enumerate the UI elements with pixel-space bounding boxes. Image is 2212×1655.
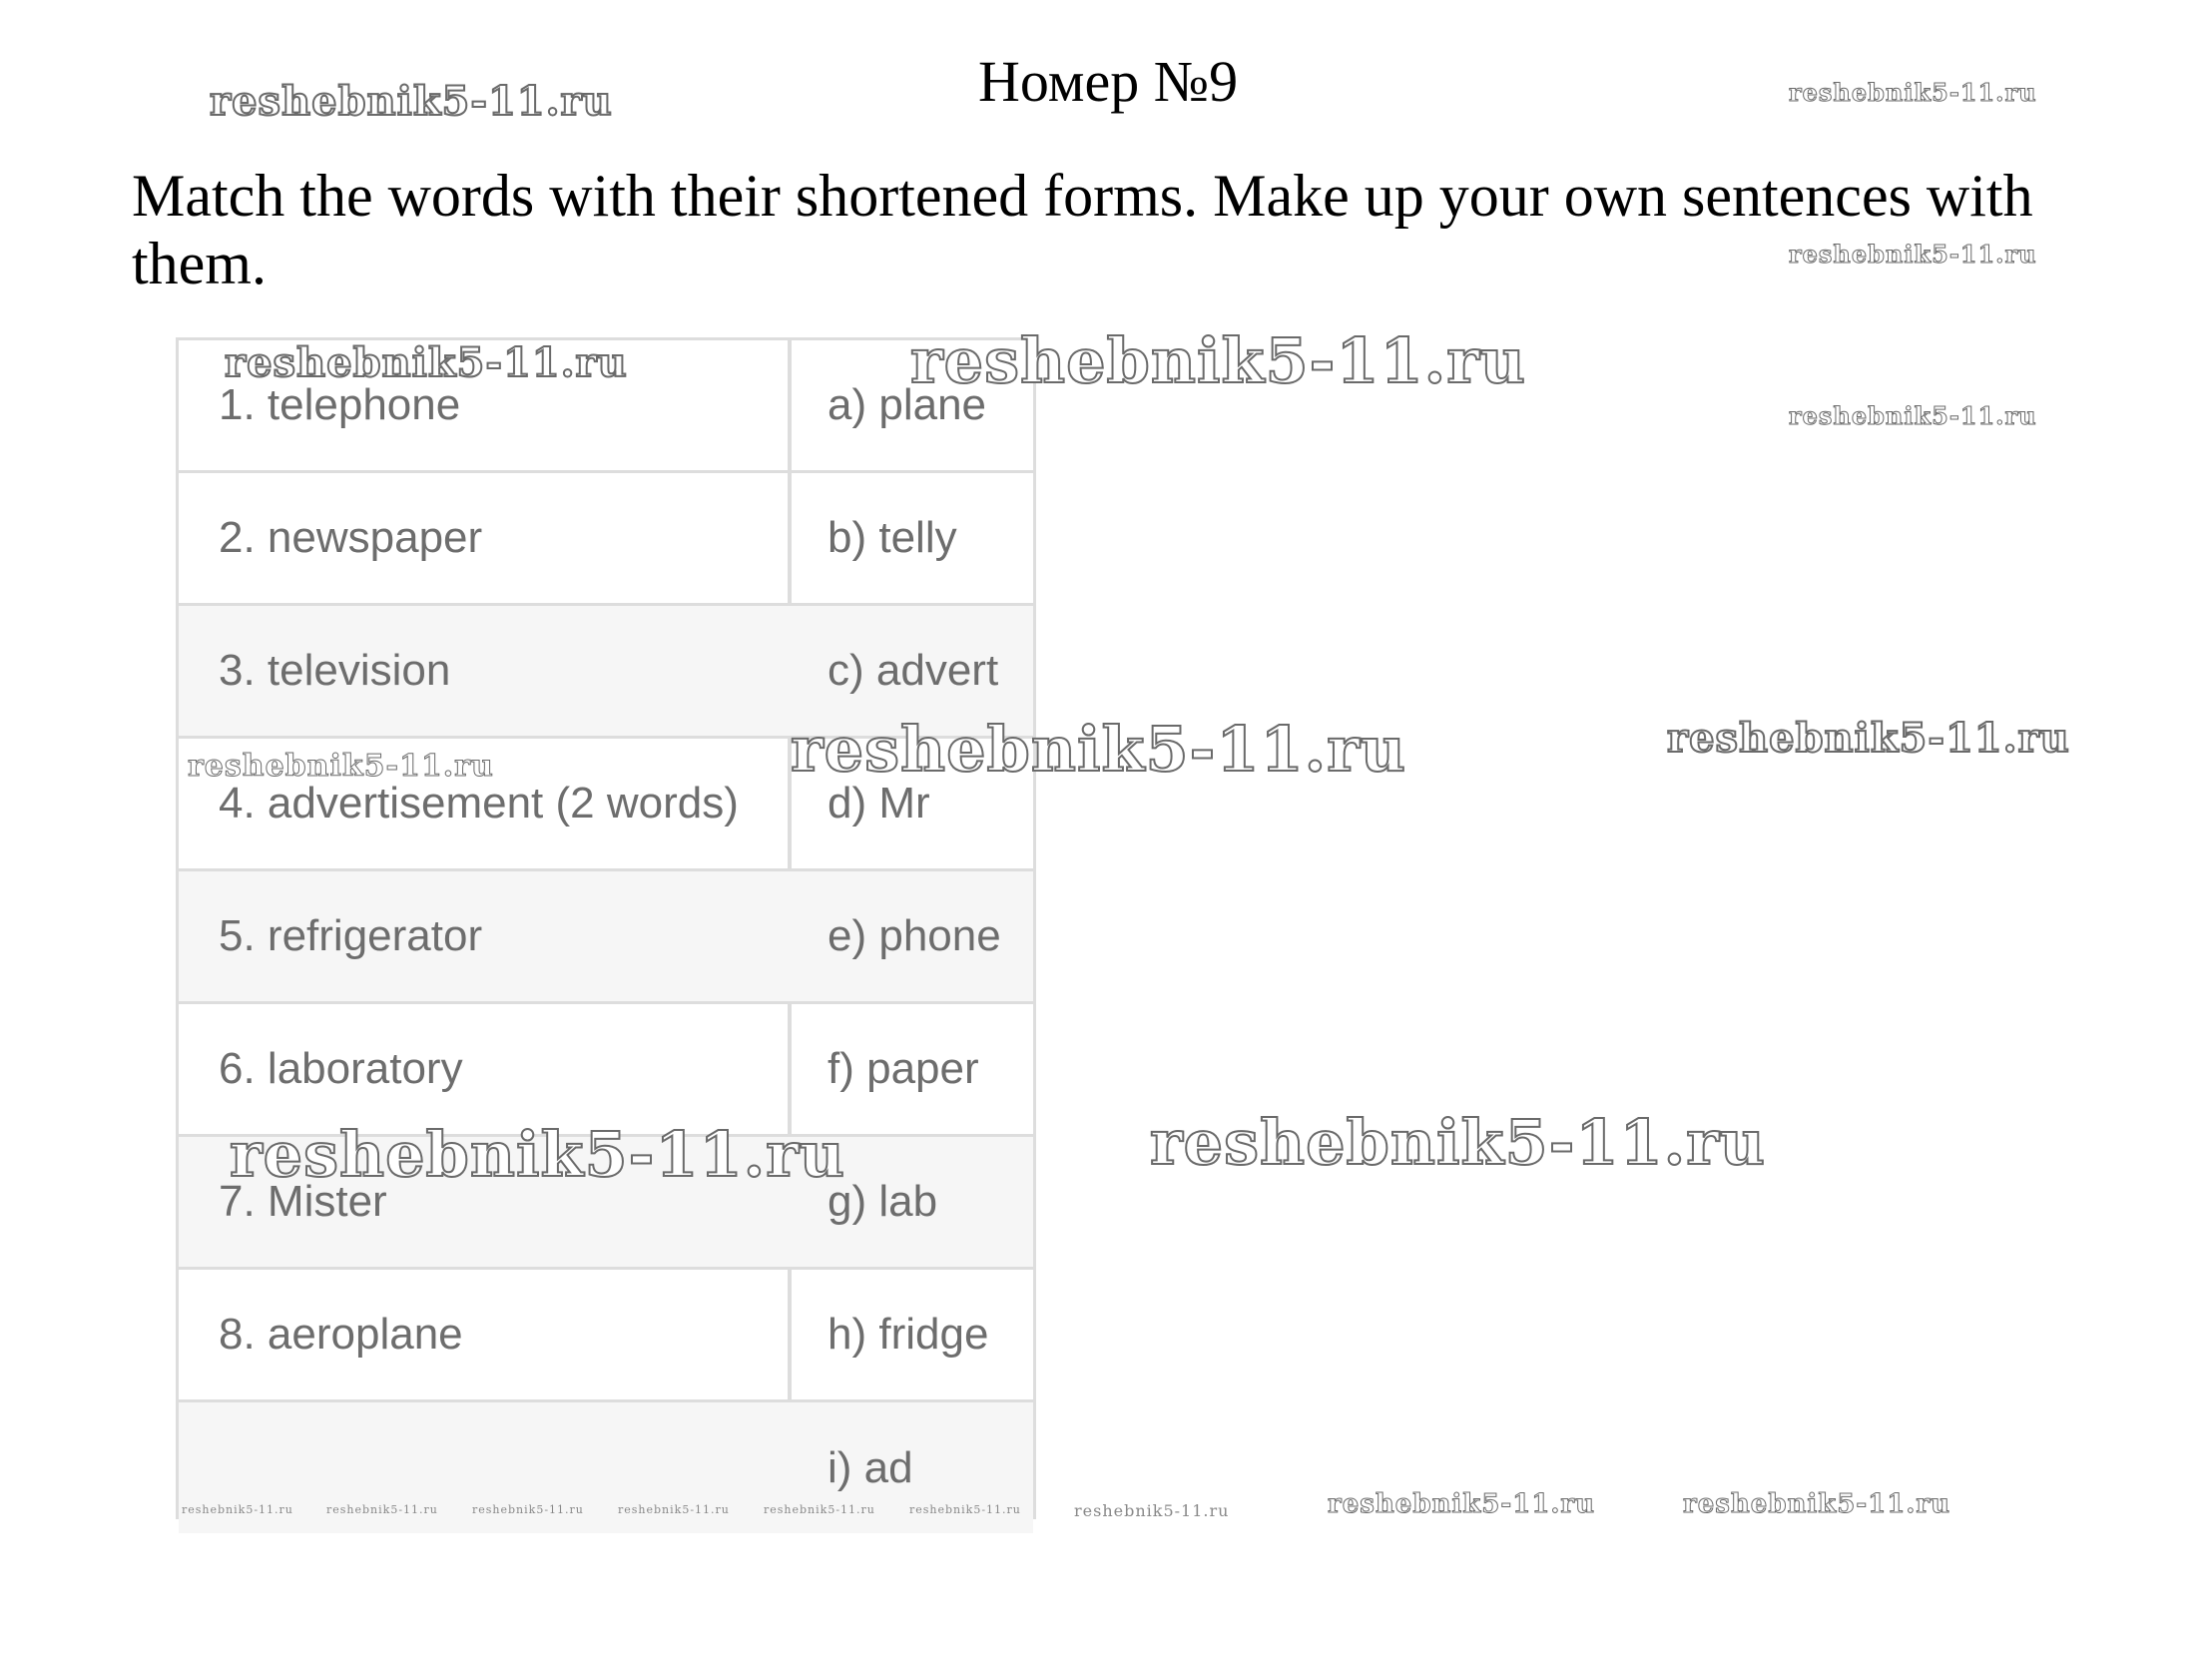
word-cell: 5. refrigerator (219, 911, 483, 960)
watermark: reshebnik5-11.ru (472, 1503, 584, 1516)
watermark: reshebnik5-11.ru (182, 1503, 293, 1516)
short-form-cell: c) advert (828, 646, 999, 695)
watermark: reshebnik5-11.ru (1328, 1489, 1596, 1519)
watermark: reshebnik5-11.ru (791, 713, 1406, 786)
word-cell: 6. laboratory (219, 1044, 463, 1093)
table-row (179, 871, 1033, 1004)
short-form-cell: a) plane (828, 380, 987, 429)
short-form-cell: g) lab (828, 1177, 938, 1226)
short-form-cell: e) phone (828, 911, 1001, 960)
watermark: reshebnik5-11.ru (909, 1503, 1021, 1516)
watermark: reshebnik5-11.ru (618, 1503, 730, 1516)
word-cell: 4. advertisement (2 words) (219, 779, 739, 828)
table-row (179, 1402, 1033, 1533)
short-form-cell: h) fridge (828, 1310, 989, 1359)
watermark: reshebnik5-11.ru (1789, 78, 2037, 107)
watermark: reshebnik5-11.ru (764, 1503, 875, 1516)
word-cell: 7. Mister (219, 1177, 387, 1226)
table-row (179, 1270, 1033, 1402)
watermark: reshebnik5-11.ru (1150, 1106, 1766, 1179)
page-title: Номер №9 (978, 49, 1239, 114)
matching-table (176, 337, 1036, 1519)
watermark: reshebnik5-11.ru (1667, 715, 2070, 762)
short-form-cell: f) paper (828, 1044, 979, 1093)
watermark: reshebnik5-11.ru (910, 324, 1526, 397)
watermark: reshebnik5-11.ru (188, 749, 494, 784)
word-cell: 1. telephone (219, 380, 461, 429)
short-form-cell: d) Mr (828, 779, 930, 828)
watermark: reshebnik5-11.ru (225, 339, 628, 386)
watermark: reshebnik5-11.ru (1789, 240, 2037, 269)
short-form-cell: i) ad (828, 1442, 913, 1492)
table-row (179, 473, 1033, 606)
word-cell: 8. aeroplane (219, 1310, 463, 1359)
watermark: reshebnik5-11.ru (1074, 1501, 1230, 1520)
watermark: reshebnik5-11.ru (230, 1118, 845, 1191)
word-cell: 2. newspaper (219, 513, 483, 562)
watermark: reshebnik5-11.ru (1683, 1489, 1951, 1519)
word-cell: 3. television (219, 646, 451, 695)
watermark: reshebnik5-11.ru (326, 1503, 438, 1516)
exercise-instructions: Match the words with their shortened forms. Make up your own sentences with them. (132, 163, 2033, 296)
watermark: reshebnik5-11.ru (210, 78, 613, 125)
watermark: reshebnik5-11.ru (1789, 401, 2037, 430)
short-form-cell: b) telly (828, 513, 957, 562)
